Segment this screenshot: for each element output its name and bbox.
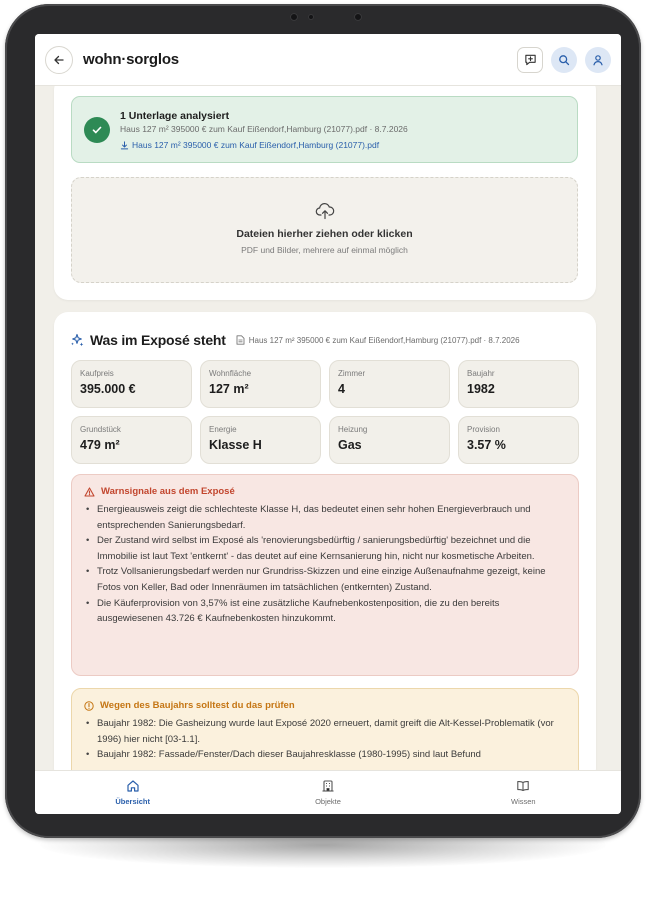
fact-tile xyxy=(200,360,321,408)
app-header xyxy=(35,34,621,86)
list-item: • Baujahr 1982: Fassade/Fenster/Dach dieser Baujahresklasse (1980-1995) sind laut Befund xyxy=(84,747,566,763)
fact-label: Zimmer xyxy=(338,369,366,378)
fact-value: 1982 xyxy=(467,382,495,396)
new-chat-button[interactable] xyxy=(517,47,543,73)
fact-label: Baujahr xyxy=(467,369,495,378)
fact-tile xyxy=(329,360,450,408)
year-checks xyxy=(71,688,579,770)
list-item: • Energieausweis zeigt die schlechteste Klasse H, das bedeutet einen sehr hohen Energieverbrauch und entsprechenden Sanierungsbedarf. xyxy=(84,502,566,533)
nav-label: Objekte xyxy=(315,797,341,806)
analyzed-count: 1 Unterlage analysiert xyxy=(120,110,230,122)
search-button[interactable] xyxy=(551,47,577,73)
analyzed-document xyxy=(71,96,578,163)
tablet-frame xyxy=(5,4,641,838)
fact-label: Provision xyxy=(467,425,500,434)
fact-tile xyxy=(71,360,192,408)
warning-title xyxy=(84,486,566,497)
sparkles-icon xyxy=(70,333,84,347)
document-download-link[interactable] xyxy=(120,140,379,150)
app-logo[interactable]: wohn·sorglos xyxy=(83,51,179,68)
nav-label: Wissen xyxy=(511,797,536,806)
building-icon xyxy=(321,779,335,793)
arrow-left-icon xyxy=(53,54,65,66)
expose-source-label: Haus 127 m² 395000 € zum Kauf Eißendorf,Hamburg (21077).pdf · 8.7.2026 xyxy=(248,335,520,345)
nav-label: Übersicht xyxy=(115,797,150,806)
fact-label: Heizung xyxy=(338,425,368,434)
nav-item-objects[interactable] xyxy=(230,771,425,814)
dropzone-title: Dateien hierher ziehen oder klicken xyxy=(236,228,413,240)
list-item: • Trotz Vollsanierungsbedarf werden nur Grundriss-Skizzen und eine einzige Außenaufnahme gezeigt, keine Fotos von Keller, Bad oder Innenräumen im tatsächlichen (entkernten) Zustand. xyxy=(84,564,566,595)
fact-value: 3.57 % xyxy=(467,438,506,452)
expose-source xyxy=(236,335,520,345)
fact-label: Energie xyxy=(209,425,237,434)
fact-label: Wohnfläche xyxy=(209,369,252,378)
document-link-label: Haus 127 m² 395000 € zum Kauf Eißendorf,Hamburg (21077).pdf xyxy=(132,140,380,150)
warning-title-label: Warnsignale aus dem Exposé xyxy=(101,486,235,497)
expose-header xyxy=(70,332,520,348)
checks-title-label: Wegen des Baujahrs solltest du das prüfen xyxy=(100,700,295,711)
document-meta: Haus 127 m² 395000 € zum Kauf Eißendorf,Hamburg (21077).pdf · 8.7.2026 xyxy=(120,124,408,134)
fact-value: 479 m² xyxy=(80,438,120,452)
home-icon xyxy=(126,779,140,793)
fact-value: Klasse H xyxy=(209,438,262,452)
warning-signals xyxy=(71,474,579,676)
header-actions xyxy=(517,47,611,73)
download-icon xyxy=(120,141,129,150)
back-button[interactable] xyxy=(45,46,73,74)
fact-label: Grundstück xyxy=(80,425,121,434)
fact-tile xyxy=(329,416,450,464)
list-item: • Die Käuferprovision von 3,57% ist eine zusätzliche Kaufnebenkostenposition, die zu den bereits ausgewiesenen 43.726 € Kaufnebenkosten hinzukommt. xyxy=(84,596,566,627)
fact-tile xyxy=(200,416,321,464)
book-icon xyxy=(516,779,530,793)
user-icon xyxy=(592,54,604,66)
fact-label: Kaufpreis xyxy=(80,369,114,378)
camera-dot xyxy=(290,13,298,21)
list-item: • Baujahr 1982: Die Gasheizung wurde laut Exposé 2020 erneuert, damit greift die Alt-Kessel-Problematik (vor 1996) hier nicht [03-1.1]. xyxy=(84,716,566,747)
check-icon xyxy=(84,117,110,143)
fact-value: Gas xyxy=(338,438,362,452)
profile-button[interactable] xyxy=(585,47,611,73)
fact-tile xyxy=(71,416,192,464)
main-content[interactable] xyxy=(35,86,621,770)
fact-value: 395.000 € xyxy=(80,382,136,396)
dropzone-subtitle: PDF und Bilder, mehrere auf einmal möglich xyxy=(241,245,408,255)
file-dropzone[interactable] xyxy=(71,177,578,283)
camera-lens xyxy=(354,13,362,21)
upload-card xyxy=(54,86,596,300)
document-icon xyxy=(236,335,245,345)
facts-grid xyxy=(71,360,579,464)
fact-value: 127 m² xyxy=(209,382,249,396)
info-circle-icon xyxy=(84,701,94,711)
warning-list xyxy=(84,502,566,627)
search-icon xyxy=(558,54,570,66)
fact-tile xyxy=(458,416,579,464)
checks-title xyxy=(84,700,566,711)
alert-triangle-icon xyxy=(84,487,95,497)
expose-title: Was im Exposé steht xyxy=(90,332,226,348)
nav-item-knowledge[interactable] xyxy=(426,771,621,814)
cloud-upload-icon xyxy=(315,202,335,220)
list-item: • Der Zustand wird selbst im Exposé als 'renovierungsbedürftig / sanierungsbedürftig' bezeichnet und die Immobilie ist laut Text 'entkernt' - das deutet auf eine Kernsanierung hin, nicht nur kosmetische Arbeiten. xyxy=(84,533,566,564)
checks-list xyxy=(84,716,566,763)
sensor-dot xyxy=(308,14,314,20)
message-plus-icon xyxy=(524,53,537,66)
nav-item-overview[interactable] xyxy=(35,771,230,814)
bottom-navigation xyxy=(35,770,621,814)
expose-card xyxy=(54,312,596,770)
fact-tile xyxy=(458,360,579,408)
app-screen xyxy=(35,34,621,814)
fact-value: 4 xyxy=(338,382,345,396)
